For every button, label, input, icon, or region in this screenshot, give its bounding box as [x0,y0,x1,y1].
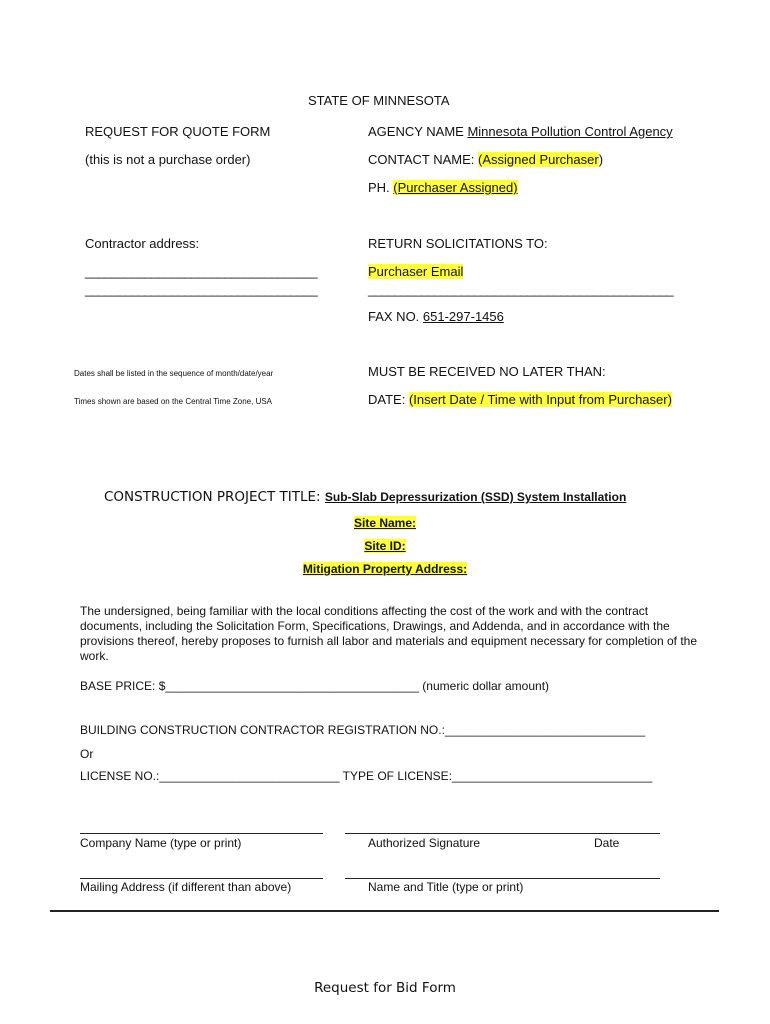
date-label: DATE: [368,392,409,407]
contact-label: CONTACT NAME: [368,152,479,167]
agency-value: Minnesota Pollution Control Agency [467,124,673,139]
project-title-value: Sub-Slab Depressurization (SSD) System Installation [324,490,627,504]
phone-label: PH. [368,180,394,195]
contact-close: ) [598,152,604,167]
authorized-signature-label: Authorized Signature [368,836,481,850]
signature-date-label: Date [594,836,620,850]
date-row [368,392,672,407]
project-title-row [104,488,626,506]
fax-row [368,309,504,324]
mailing-address-signature-line [80,878,323,879]
deadline-label: MUST BE RECEIVED NO LATER THAN: [368,364,606,379]
company-name-label: Company Name (type or print) [80,836,242,850]
site-id-label: Site ID: [364,539,406,553]
mitigation-address-label: Mitigation Property Address: [302,562,468,576]
contact-name-row [368,152,603,167]
name-title-label: Name and Title (type or print) [368,880,524,894]
site-name-label: Site Name: [353,516,417,530]
agency-label: AGENCY NAME [368,124,468,139]
fax-value: 651-297-1456 [422,309,504,324]
site-id-row [0,537,770,555]
footer-divider [50,910,719,912]
mailing-address-label: Mailing Address (if different than above) [80,880,292,894]
mitigation-address-row [0,560,770,578]
contractor-address-line-2: ___________________________________ [85,282,318,297]
project-title-label: CONSTRUCTION PROJECT TITLE: [104,489,325,505]
dates-note: Dates shall be listed in the sequence of month/date/year [74,369,274,378]
form-note: (this is not a purchase order) [85,152,251,167]
return-solicitations-label: RETURN SOLICITATIONS TO: [368,236,548,251]
date-value: (Insert Date / Time with Input from Purchaser) [408,392,672,407]
name-title-signature-line [345,878,660,879]
phone-value: (Purchaser Assigned) [393,180,518,195]
site-name-row [0,514,770,532]
agency-name-row [368,124,673,139]
contact-value: (Assigned Purchaser [478,152,599,167]
authorized-signature-line [345,833,660,834]
times-note: Times shown are based on the Central Time Zone, USA [74,397,273,406]
phone-row [368,180,518,195]
form-title: REQUEST FOR QUOTE FORM [85,124,271,139]
or-text: Or [80,747,94,761]
email-blank-line: ______________________________________________ [368,282,673,297]
proposal-paragraph: The undersigned, being familiar with the local conditions affecting the cost of the work and with the contract documents, including the Solicitation Form, Specifications, Drawings, and Addenda, and in accordance with the provisions thereof, hereby proposes to furnish all labor and materials and equipment necessary for completion of the work. [80,604,698,663]
base-price-line: BASE PRICE: $______________________________________ (numeric dollar amount) [80,679,550,693]
company-name-signature-line [80,833,323,834]
purchaser-email: Purchaser Email [368,264,464,279]
contractor-address-line-1: ___________________________________ [85,264,318,279]
contractor-address-label: Contractor address: [85,236,200,251]
license-line: LICENSE NO.:___________________________ TYPE OF LICENSE:______________________________ [80,769,653,783]
state-title: STATE OF MINNESOTA [308,93,450,108]
registration-line: BUILDING CONSTRUCTION CONTRACTOR REGISTRATION NO.:______________________________ [80,723,646,737]
fax-label: FAX NO. [368,309,423,324]
footer-title: Request for Bid Form [314,980,456,996]
